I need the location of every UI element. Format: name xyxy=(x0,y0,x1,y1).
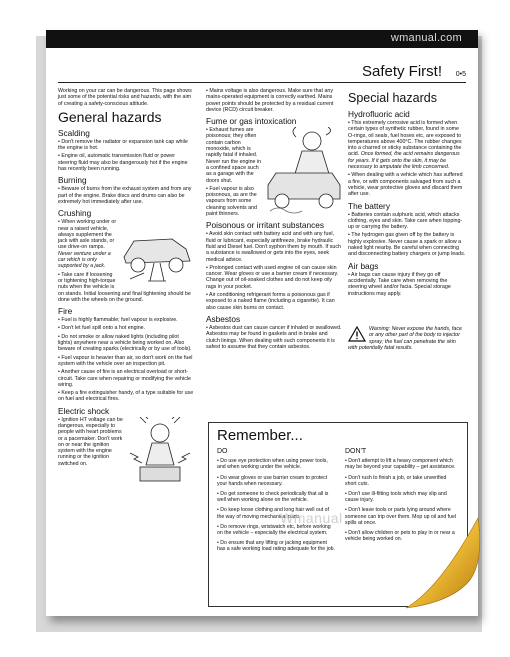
fume-text-2: • Fuel vapour is also poisonous, as are the vapours from some cleaning solvents and paint thinners. xyxy=(206,185,257,218)
electric-shock-illustration xyxy=(126,417,194,483)
do-item: • Do remove rings, wristwatch etc, before working on the vehicle – especially the electrical system. xyxy=(217,523,331,537)
dont-item: • Don't leave tools or parts lying around where someone can trip over them. Mop up oil and fuel spills at once. xyxy=(345,507,457,526)
poisonous-heading: Poisonous or irritant substances xyxy=(206,220,325,231)
burning-heading: Burning xyxy=(58,175,87,186)
fire-heading: Fire xyxy=(58,306,73,317)
electric-shock-heading: Electric shock xyxy=(58,405,110,416)
fire-text-4: • Fuel vapour is heavier than air, so don't work on the fuel system with the vehicle over an inspection pit. xyxy=(58,354,193,367)
watermark-top: wmanual.com xyxy=(390,32,462,44)
airbags-heading: Air bags xyxy=(348,260,379,271)
crushing-text-2: • Take care if loosening or tightening high-torque nuts when the vehicle is on stands. Initial loosening and final tightening should be done with the wheels on the ground. xyxy=(58,271,191,303)
mains-voltage-text: • Mains voltage is also dangerous. Make sure that any mains-operated equipment is correctly earthed. Mains power points should be protected by a residual current device (RCD) circuit breaker. xyxy=(206,88,334,113)
battery-heading: The battery xyxy=(348,200,390,211)
warning-triangle-icon xyxy=(348,326,366,342)
do-heading: DO xyxy=(217,448,228,455)
hydrofluoric-text-1: • This extremely corrosive acid is formed when certain types of synthetic rubber, found in some O-rings, oil seals, fuel hoses etc, are exposed to temperatures above 400°C. The rubber changes into a charred or sticky substance containing the acid. xyxy=(348,120,462,158)
scalding-heading: Scalding xyxy=(58,127,90,138)
column-1 xyxy=(58,88,194,485)
jack-illustration xyxy=(120,219,194,283)
hydrofluoric-heading: Hydrofluoric acid xyxy=(348,109,410,119)
crushing-heading: Crushing xyxy=(58,208,92,219)
dont-item: • Don't use ill-fitting tools which may slip and cause injury. xyxy=(345,491,447,504)
do-item: • Do wear gloves or use barrier cream to protect your hands when necessary. xyxy=(217,474,328,487)
crushing-warning-italic: Never venture under a car which is only supported by a jack. xyxy=(58,250,111,270)
hydrofluoric-text-2: • When dealing with a vehicle which has suffered a fire, or with components salvaged from such a vehicle, wear protective gloves and discard them after use. xyxy=(348,172,463,198)
do-column xyxy=(217,449,335,557)
crushing-text-1: • When working under or near a raised vehicle, always supplement the jack with axle stands, or use drive-on ramps. xyxy=(58,219,117,251)
do-item: • Do get someone to check periodically that all is well when working alone on the vehicle. xyxy=(217,491,329,504)
poisonous-text-3: • Air conditioning refrigerant forms a poisonous gas if exposed to a naked flame (including a cigarette). It can also cause skin burns on contact. xyxy=(206,292,335,311)
battery-text-2: • The hydrogen gas given off by the battery is highly explosive. Never cause a spark or allow a naked light nearby. Be careful when connecting and disconnecting battery chargers or jump leads. xyxy=(348,232,466,258)
asbestos-heading: Asbestos xyxy=(206,313,241,324)
page-title: Safety First! xyxy=(361,63,442,80)
general-hazards-heading: General hazards xyxy=(58,108,162,125)
page-number: 0•5 xyxy=(455,71,466,78)
page-curl-icon xyxy=(400,510,510,620)
fume-heading: Fume or gas intoxication xyxy=(206,116,297,127)
do-item: • Do keep loose clothing and long hair well out of the way of moving mechanical parts. xyxy=(217,507,329,520)
scalding-text-2: • Engine oil, automatic transmission fluid or power steering fluid may also be dangerously hot if the engine has recently been running. xyxy=(58,153,188,173)
do-item: • Do use eye protection when using power tools, and when working under the vehicle. xyxy=(217,458,328,471)
dont-item: • Don't allow children or pets to play in or near a vehicle being worked on. xyxy=(345,530,455,543)
battery-text-1: • Batteries contain sulphuric acid, which attacks clothing, eyes and skin. Take care when topping-up or carrying the battery. xyxy=(348,211,463,231)
remember-heading: Remember... xyxy=(217,427,303,444)
top-banner xyxy=(46,30,478,48)
do-item: • Do ensure that any lifting or jacking equipment has a safe working load rating adequate for the job. xyxy=(217,540,335,553)
fire-text-6: • Keep a fire extinguisher handy, of a type suitable for use on fuel and electrical fires. xyxy=(58,390,194,403)
poisonous-text-2: • Prolonged contact with used engine oil can cause skin cancer. Wear gloves or use a barrier cream if necessary. Change out of oil-soaked clothes and do not keep oily rags in your pocket. xyxy=(206,264,339,290)
fire-text-5: • Another cause of fire is an electrical overload or short-circuit. Take care when repairing or modifying the vehicle wiring. xyxy=(58,369,191,388)
asbestos-text: • Asbestos dust can cause cancer if inhaled or swallowed. Asbestos may be found in gaskets and in brake and clutch linings. When dealing with such components it is safest to assume that they contain asbestos. xyxy=(206,324,342,350)
airbags-text: • Air bags can cause injury if they go off accidentally. Take care when removing the steering wheel and/or facia. Special storage instructions may apply. xyxy=(348,271,451,297)
fume-text-1: • Exhaust fumes are poisonous; they often contain carbon monoxide, which is rapidly fatal if inhaled. Never run the engine in a confined space such as a garage with the doors shut. xyxy=(206,127,262,184)
warning-note xyxy=(348,326,466,351)
dont-item: • Don't attempt to lift a heavy component which may be beyond your capability – get assistance. xyxy=(345,458,456,471)
column-2 xyxy=(206,88,342,352)
exhaust-fumes-illustration xyxy=(266,127,342,215)
dont-item: • Don't rush to finish a job, or take unverified short cuts. xyxy=(345,474,447,487)
special-hazards-heading: Special hazards xyxy=(348,91,437,105)
page-header xyxy=(58,64,466,83)
burning-text: • Beware of burns from the exhaust system and from any part of the engine. Brake discs and drums can also be extremely hot immediately after use. xyxy=(58,186,192,205)
intro-text: Working on your car can be dangerous. This page shows just some of the potential risks and hazards, with the aim of creating a safety-conscious attitude. xyxy=(58,88,192,107)
poisonous-text-1: • Avoid skin contact with battery acid and with any fuel, fluid or lubricant, especially antifreeze, brake hydraulic fluid and Diesel fuel. Don't syphon them by mouth. If such a substance is swallowed or gets into the eyes, seek medical advice. xyxy=(206,231,341,263)
column-3 xyxy=(348,88,466,299)
hydrofluoric-italic: Once formed, the acid remains dangerous for years. If it gets onto the skin, it may be necessary to amputate the limb concerned. xyxy=(348,151,460,171)
warning-text: Warning: Never expose the hands, face or any other part of the body to injector spray; the fuel can penetrate the skin with potentially fatal results. xyxy=(348,326,462,351)
electric-shock-text: • Ignition HT voltage can be dangerous, especially to people with heart problems or a pacemaker. Don't work on or near the ignition system with the engine running or the ignition switched on. xyxy=(58,416,123,467)
scalding-text-1: • Don't remove the radiator or expansion tank cap while the engine is hot. xyxy=(58,138,188,152)
dont-heading: DON'T xyxy=(345,448,367,455)
fire-text-2: • Don't let fuel spill onto a hot engine. xyxy=(58,325,146,332)
fire-text-3: • Do not smoke or allow naked lights (including pilot lights) anywhere near a vehicle being worked on. Also beware of creating sparks (electrically or by use of tools). xyxy=(58,333,192,353)
fire-text-1: • Fuel is highly flammable; fuel vapour is explosive. xyxy=(58,317,178,324)
watermark-center: Wmanual xyxy=(280,510,343,526)
